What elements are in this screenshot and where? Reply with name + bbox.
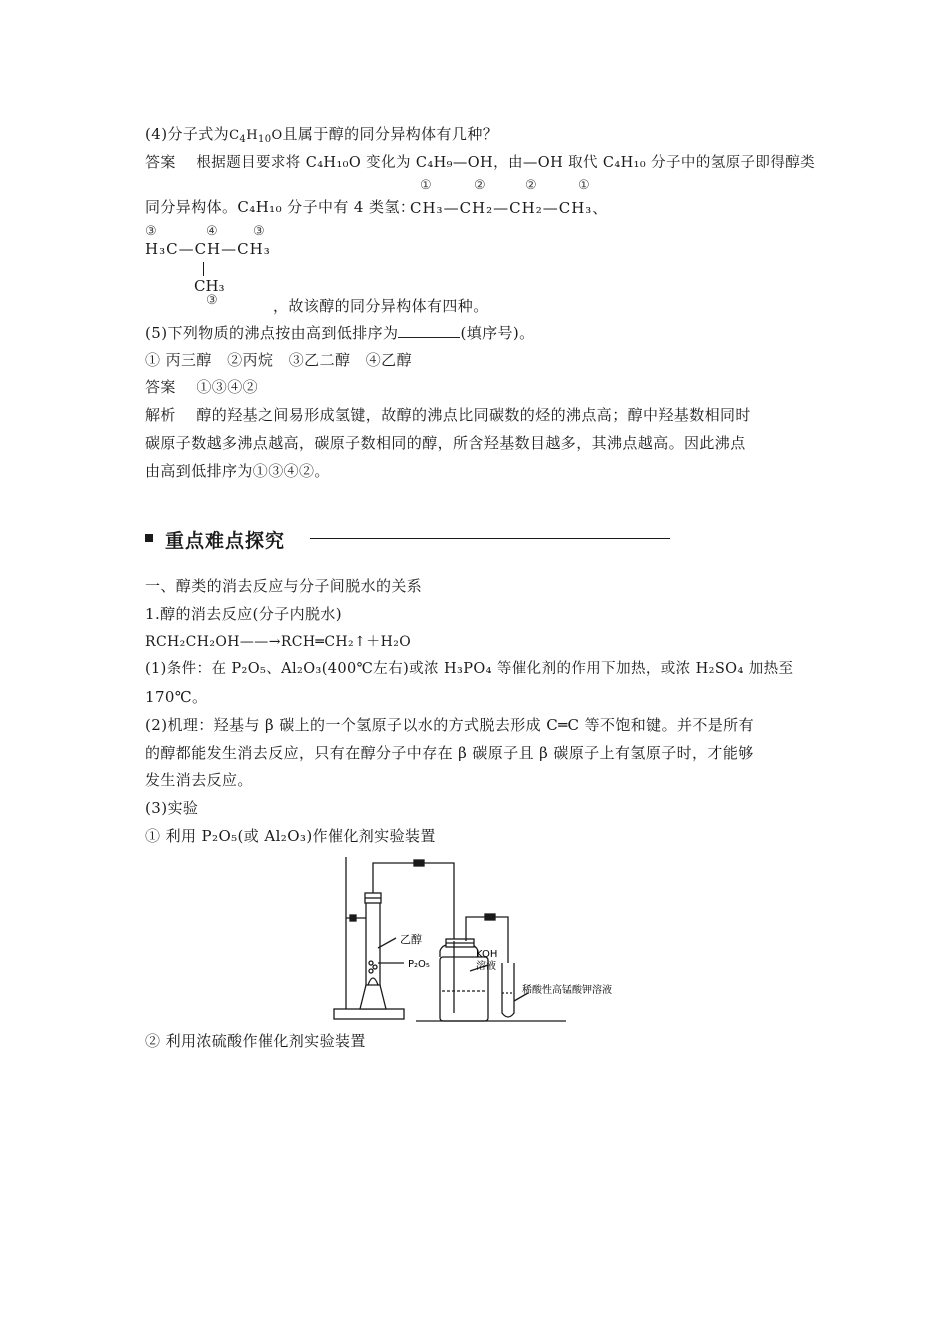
delivery-tube-1 xyxy=(373,863,454,941)
chain-mark-4: ① xyxy=(578,178,590,193)
mechanism-line1: (2)机理：羟基与 β 碳上的一个氢原子以水的方式脱去形成 C═C 等不饱和键。并不是所有 xyxy=(145,716,754,734)
chain-mark-2: ② xyxy=(474,178,486,193)
q5-answer xyxy=(145,377,810,397)
formula-sub-4: 4 xyxy=(239,134,247,145)
part1-heading: 一、醇类的消去反应与分子间脱水的关系 xyxy=(145,577,423,595)
rubber-joint-2 xyxy=(485,914,495,920)
mechanism-line3: 发生消去反应。 xyxy=(145,771,253,789)
section-bullet-icon xyxy=(145,534,153,542)
experiment2-caption: ② 利用浓硫酸作催化剂实验装置 xyxy=(145,1032,366,1050)
q5-options: ① 丙三醇 ②丙烷 ③乙二醇 ④乙醇 xyxy=(145,351,412,369)
clamp-knob xyxy=(350,915,356,921)
answer-blank[interactable] xyxy=(398,323,460,338)
part1-sub1: 1.醇的消去反应(分子内脱水) xyxy=(145,605,343,623)
q4-conclusion: ，故该醇的同分异构体有四种。 xyxy=(273,297,489,315)
branch-mark-1: ③ xyxy=(145,224,157,239)
q4-question-prefix: (4)分子式为 xyxy=(145,125,230,143)
q5-analysis-label: 解析 xyxy=(145,406,176,424)
branch-mark-3: ③ xyxy=(253,224,265,239)
label-kmno4: 稀酸性高锰酸钾溶液 xyxy=(522,985,612,996)
branch-mark-2: ④ xyxy=(206,224,218,239)
experiment1-caption: ① 利用 P₂O₅(或 Al₂O₃)作催化剂实验装置 xyxy=(145,827,436,845)
condition-line1: (1)条件：在 P₂O₅、Al₂O₃(400℃左右)或浓 H₃PO₄ 等催化剂的作用下加热，或浓 H₂SO₄ 加热至 xyxy=(145,661,794,677)
q5-answer-value: ①③④② xyxy=(196,378,258,396)
apparatus-figure xyxy=(330,853,650,1025)
ethanol-leader xyxy=(378,938,396,948)
q5-analysis-text1: 醇的羟基之间易形成氢键，故醇的沸点比同碳数的烃的沸点高；醇中羟基数相同时 xyxy=(196,406,751,424)
q4-answer-text1: 根据题目要求将 C₄H₁₀O 变化为 C₄H₉—OH，由—OH 取代 C₄H₁₀ 分子中的氢原子即得醇类 xyxy=(196,155,816,171)
mechanism-line2: 的醇都能发生消去反应，只有在醇分子中存在 β 碳原子且 β 碳原子上有氢原子时，才能够 xyxy=(145,744,754,762)
q4-question-suffix: 且属于醇的同分异构体有几种？ xyxy=(282,125,499,143)
rubber-joint-1 xyxy=(414,860,424,866)
q5-question xyxy=(145,323,810,343)
condition-line2: 170℃。 xyxy=(145,688,208,706)
q5-analysis-line1 xyxy=(145,405,810,425)
isobutane-branch-formula: CH₃ xyxy=(194,277,225,295)
label-koh: KOH xyxy=(476,949,498,960)
stand-base xyxy=(334,1009,404,1019)
isobutane-top-formula: H₃C—CH—CH₃ xyxy=(145,240,271,258)
formula-c: C xyxy=(229,128,240,143)
label-p2o5: P₂O₅ xyxy=(408,959,430,970)
label-ethanol: 乙醇 xyxy=(400,933,422,946)
label-solution: 溶液 xyxy=(476,961,496,972)
q4-answer-text2: 同分异构体。C₄H₁₀ 分子中有 4 类氢： xyxy=(145,198,416,216)
q4-formula xyxy=(229,128,282,143)
branch-mark-4: ③ xyxy=(206,293,218,308)
q5-analysis-line2: 碳原子数越多沸点越高，碳原子数相同的醇，所含羟基数目越多，其沸点越高。因此沸点 xyxy=(145,434,746,452)
q5-answer-label: 答案 xyxy=(145,378,176,396)
kmno4-tube xyxy=(502,963,514,1017)
q4-answer-line1 xyxy=(145,152,816,173)
formula-o: O xyxy=(271,128,283,143)
section-title: 重点难点探究 xyxy=(165,530,286,552)
q5-question-suffix: (填序号)。 xyxy=(460,324,535,342)
section-rule xyxy=(310,538,670,539)
chain-mark-3: ② xyxy=(525,178,537,193)
q5-question-text: (5)下列物质的沸点按由高到低排序为 xyxy=(145,324,399,342)
burner xyxy=(360,985,386,1009)
experiment-heading: (3)实验 xyxy=(145,799,199,817)
formula-h: H xyxy=(246,128,258,143)
chain-mark-1: ① xyxy=(420,178,432,193)
q4-question xyxy=(145,124,810,147)
q5-analysis-line3: 由高到低排序为①③④②。 xyxy=(145,462,330,480)
isobutane-bond xyxy=(203,262,204,276)
q4-answer-label: 答案 xyxy=(145,153,176,171)
elimination-equation: RCH₂CH₂OH——→RCH═CH₂↑＋H₂O xyxy=(145,634,412,650)
butane-chain-formula: CH₃—CH₂—CH₂—CH₃、 xyxy=(410,199,609,217)
formula-sub-10: 10 xyxy=(257,134,272,145)
